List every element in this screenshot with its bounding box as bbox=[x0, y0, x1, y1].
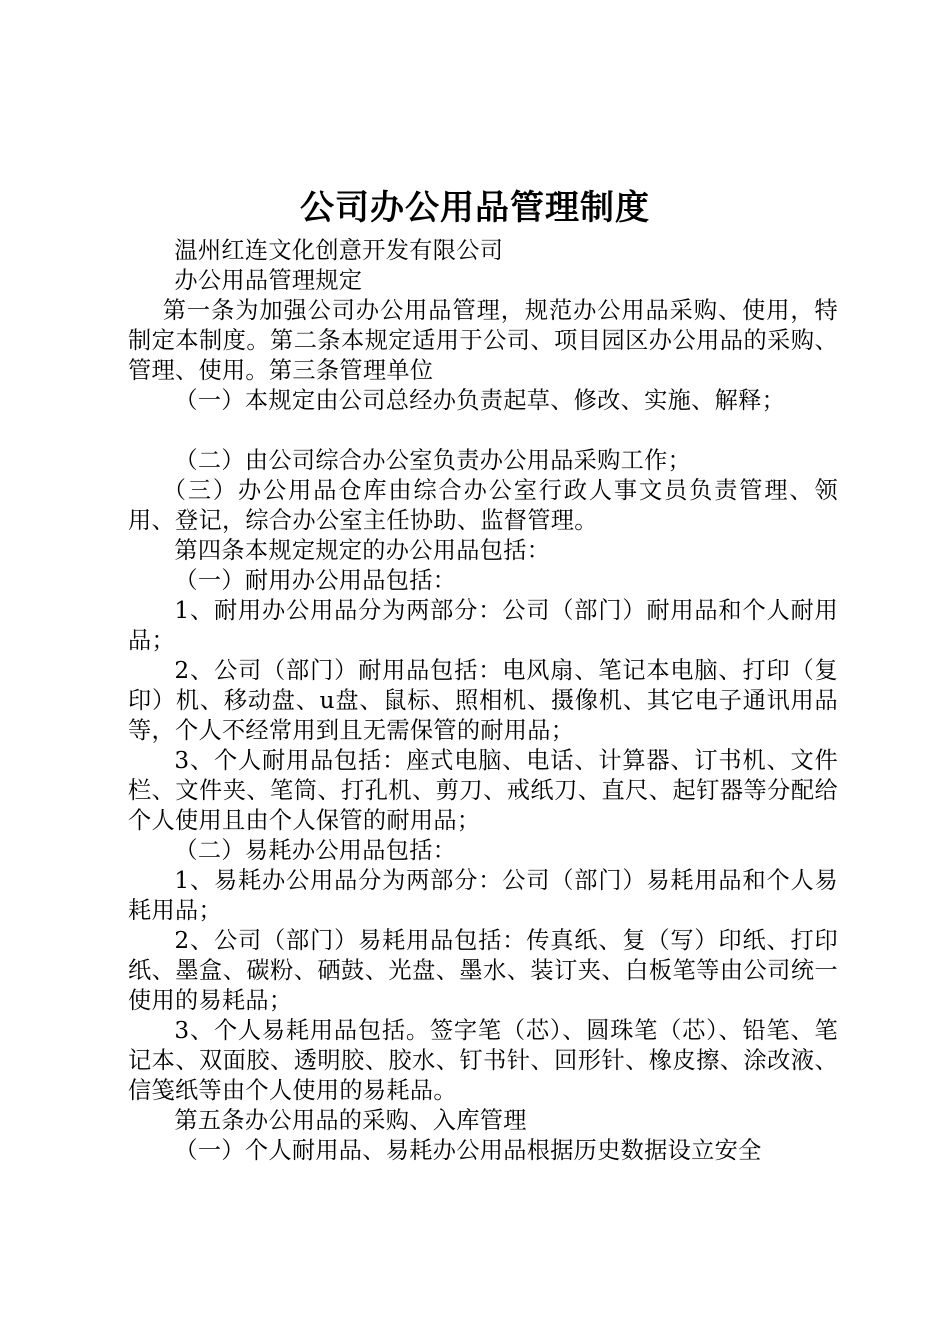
paragraph-durable-2: 2、公司（部门）耐用品包括：电风扇、笔记本电脑、打印（复印）机、移动盘、u盘、鼠标、照相机、摄像机、其它电子通讯用品等，个人不经常用到且无需保管的耐用品； bbox=[128, 657, 838, 744]
document-title: 公司办公用品管理制度 bbox=[300, 188, 650, 228]
paragraph-durable-1: 1、耐用办公用品分为两部分：公司（部门）耐用品和个人耐用品； bbox=[128, 597, 838, 654]
paragraph-article-4: 第四条本规定规定的办公用品包括： bbox=[174, 537, 551, 564]
paragraph-article-5: 第五条办公用品的采购、入库管理 bbox=[174, 1107, 527, 1134]
paragraph-article-1-3: 第一条为加强公司办公用品管理，规范办公用品采购、使用，特制定本制度。第二条本规定适用于公司、项目园区办公用品的采购、管理、使用。第三条管理单位 bbox=[128, 297, 838, 384]
paragraph-company-name: 温州红连文化创意开发有限公司 bbox=[174, 237, 504, 264]
paragraph-consumable-3: 3、个人易耗用品包括。签字笔（芯）、圆珠笔（芯）、铅笔、笔记本、双面胶、透明胶、胶水、钉书针、回形针、橡皮擦、涂改液、信笺纸等由个人使用的易耗品。 bbox=[128, 1017, 838, 1104]
paragraph-article-3-item-1: （一）本规定由公司总经办负责起草、修改、实施、解释； bbox=[174, 387, 786, 414]
paragraph-article-4-section-1: （一）耐用办公用品包括： bbox=[174, 567, 457, 594]
document-body bbox=[128, 236, 838, 1166]
paragraph-article-3-item-2: （二）由公司综合办公室负责办公用品采购工作； bbox=[174, 447, 692, 474]
paragraph-regulation-title: 办公用品管理规定 bbox=[174, 267, 363, 294]
paragraph-consumable-2: 2、公司（部门）易耗用品包括：传真纸、复（写）印纸、打印纸、墨盒、碳粉、硒鼓、光盘、墨水、装订夹、白板笔等由公司统一使用的易耗品； bbox=[128, 927, 838, 1014]
paragraph-article-4-section-2: （二）易耗办公用品包括： bbox=[174, 837, 457, 864]
paragraph-durable-3: 3、个人耐用品包括：座式电脑、电话、计算器、订书机、文件栏、文件夹、笔筒、打孔机、剪刀、戒纸刀、直尺、起钉器等分配给个人使用且由个人保管的耐用品； bbox=[128, 747, 838, 834]
paragraph-consumable-1: 1、易耗办公用品分为两部分：公司（部门）易耗用品和个人易耗用品； bbox=[128, 867, 838, 924]
blank-line bbox=[128, 416, 838, 446]
paragraph-article-5-section-1: （一）个人耐用品、易耗办公用品根据历史数据设立安全 bbox=[174, 1137, 762, 1164]
paragraph-article-3-item-3: （三）办公用品仓库由综合办公室行政人事文员负责管理、领用、登记，综合办公室主任协助、监督管理。 bbox=[128, 477, 838, 534]
